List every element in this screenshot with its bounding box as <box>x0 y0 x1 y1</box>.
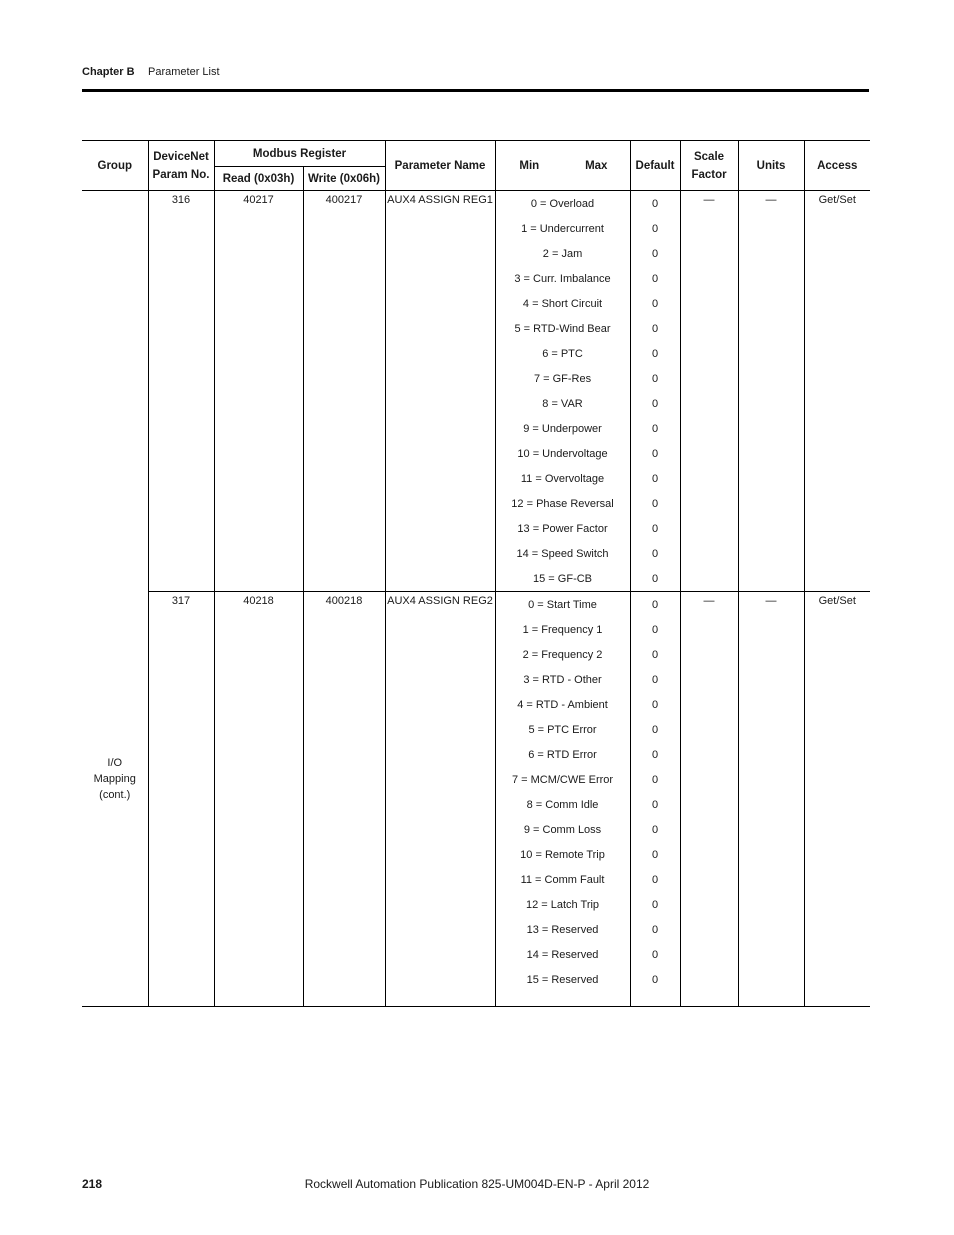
chapter-title: Parameter List <box>148 66 220 78</box>
devicenet-param-no: 316 <box>148 191 214 592</box>
header-rule <box>82 89 869 92</box>
min-max-value: 15 = Reserved <box>495 967 630 992</box>
header-group: Group <box>82 141 148 191</box>
default-value: 0 <box>630 667 680 692</box>
min-max-value: 5 = PTC Error <box>495 717 630 742</box>
header-read: Read (0x03h) <box>214 167 303 191</box>
header-devicenet: DeviceNet Param No. <box>148 141 214 191</box>
default-value: 0 <box>630 266 680 291</box>
default-value: 0 <box>630 541 680 566</box>
min-max-value: 11 = Comm Fault <box>495 867 630 892</box>
page-number: 218 <box>82 1177 103 1191</box>
default-value: 0 <box>630 366 680 391</box>
group-label-line: (cont.) <box>99 788 131 801</box>
header-default: Default <box>630 141 680 191</box>
default-value: 0 <box>630 566 680 592</box>
access: Get/Set <box>804 191 870 592</box>
min-max-value: 4 = Short Circuit <box>495 291 630 316</box>
running-header <box>82 66 220 78</box>
default-value: 0 <box>630 466 680 491</box>
min-max-value: 14 = Speed Switch <box>495 541 630 566</box>
default-value: 0 <box>630 316 680 341</box>
min-max-value: 6 = RTD Error <box>495 742 630 767</box>
default-value: 0 <box>630 842 680 867</box>
default-value: 0 <box>630 592 680 618</box>
min-max-value: 3 = RTD - Other <box>495 667 630 692</box>
modbus-write-register: 400218 <box>303 592 385 1007</box>
min-max-value: 7 = GF-Res <box>495 366 630 391</box>
access: Get/Set <box>804 592 870 1007</box>
default-value: 0 <box>630 917 680 942</box>
min-max-value: 7 = MCM/CWE Error <box>495 767 630 792</box>
modbus-write-register: 400217 <box>303 191 385 592</box>
header-modbus-register: Modbus Register <box>214 141 385 167</box>
default-value: 0 <box>630 516 680 541</box>
min-max-value: 13 = Reserved <box>495 917 630 942</box>
min-max-value: 2 = Frequency 2 <box>495 642 630 667</box>
min-max-value: 8 = VAR <box>495 391 630 416</box>
table-body <box>82 191 870 1007</box>
min-max-value: 0 = Overload <box>495 191 630 217</box>
chapter-label: Chapter B <box>82 66 135 78</box>
default-value: 0 <box>630 867 680 892</box>
default-value: 0 <box>630 416 680 441</box>
default-value: 0 <box>630 692 680 717</box>
min-max-value: 3 = Curr. Imbalance <box>495 266 630 291</box>
min-max-value: 9 = Comm Loss <box>495 817 630 842</box>
header-units: Units <box>738 141 804 191</box>
default-value: 0 <box>630 892 680 917</box>
header-min: Min <box>495 141 563 191</box>
default-value: 0 <box>630 291 680 316</box>
min-max-value: 8 = Comm Idle <box>495 792 630 817</box>
parameter-table <box>82 140 870 1007</box>
group-label-line: I/O <box>107 756 123 769</box>
units: — <box>738 592 804 1007</box>
header-max: Max <box>563 141 630 191</box>
min-max-value: 6 = PTC <box>495 341 630 366</box>
default-value: 0 <box>630 717 680 742</box>
min-max-value: 1 = Undercurrent <box>495 216 630 241</box>
default-value: 0 <box>630 642 680 667</box>
default-value: 0 <box>630 341 680 366</box>
table-row <box>82 592 870 618</box>
min-max-value: 12 = Latch Trip <box>495 892 630 917</box>
group-cell <box>82 191 148 1007</box>
parameter-name: AUX4 ASSIGN REG1 <box>385 191 495 592</box>
group-label-line: Mapping <box>93 772 136 785</box>
min-max-value: 5 = RTD-Wind Bear <box>495 316 630 341</box>
header-parameter-name: Parameter Name <box>385 141 495 191</box>
units: — <box>738 191 804 592</box>
default-value: 0 <box>630 491 680 516</box>
min-max-value: 10 = Remote Trip <box>495 842 630 867</box>
min-max-value: 1 = Frequency 1 <box>495 617 630 642</box>
default-value: 0 <box>630 767 680 792</box>
min-max-value: 2 = Jam <box>495 241 630 266</box>
min-max-value: 4 = RTD - Ambient <box>495 692 630 717</box>
min-max-value: 14 = Reserved <box>495 942 630 967</box>
default-value: 0 <box>630 742 680 767</box>
min-max-value: 9 = Underpower <box>495 416 630 441</box>
header-write: Write (0x06h) <box>303 167 385 191</box>
header-scale-factor: Scale Factor <box>680 141 738 191</box>
default-value: 0 <box>630 441 680 466</box>
default-value: 0 <box>630 191 680 217</box>
header-access: Access <box>804 141 870 191</box>
min-max-spacer <box>495 992 630 1007</box>
modbus-read-register: 40218 <box>214 592 303 1007</box>
publication-info: Rockwell Automation Publication 825-UM004D-EN-P - April 2012 <box>304 1177 650 1191</box>
scale-factor: — <box>680 592 738 1007</box>
table-row <box>82 191 870 217</box>
min-max-value: 12 = Phase Reversal <box>495 491 630 516</box>
default-value: 0 <box>630 967 680 992</box>
scale-factor: — <box>680 191 738 592</box>
default-spacer <box>630 992 680 1007</box>
parameter-name: AUX4 ASSIGN REG2 <box>385 592 495 1007</box>
default-value: 0 <box>630 617 680 642</box>
default-value: 0 <box>630 216 680 241</box>
default-value: 0 <box>630 792 680 817</box>
min-max-value: 15 = GF-CB <box>495 566 630 592</box>
min-max-value: 11 = Overvoltage <box>495 466 630 491</box>
min-max-value: 13 = Power Factor <box>495 516 630 541</box>
modbus-read-register: 40217 <box>214 191 303 592</box>
default-value: 0 <box>630 942 680 967</box>
default-value: 0 <box>630 241 680 266</box>
min-max-value: 10 = Undervoltage <box>495 441 630 466</box>
default-value: 0 <box>630 817 680 842</box>
min-max-value: 0 = Start Time <box>495 592 630 618</box>
default-value: 0 <box>630 391 680 416</box>
devicenet-param-no: 317 <box>148 592 214 1007</box>
